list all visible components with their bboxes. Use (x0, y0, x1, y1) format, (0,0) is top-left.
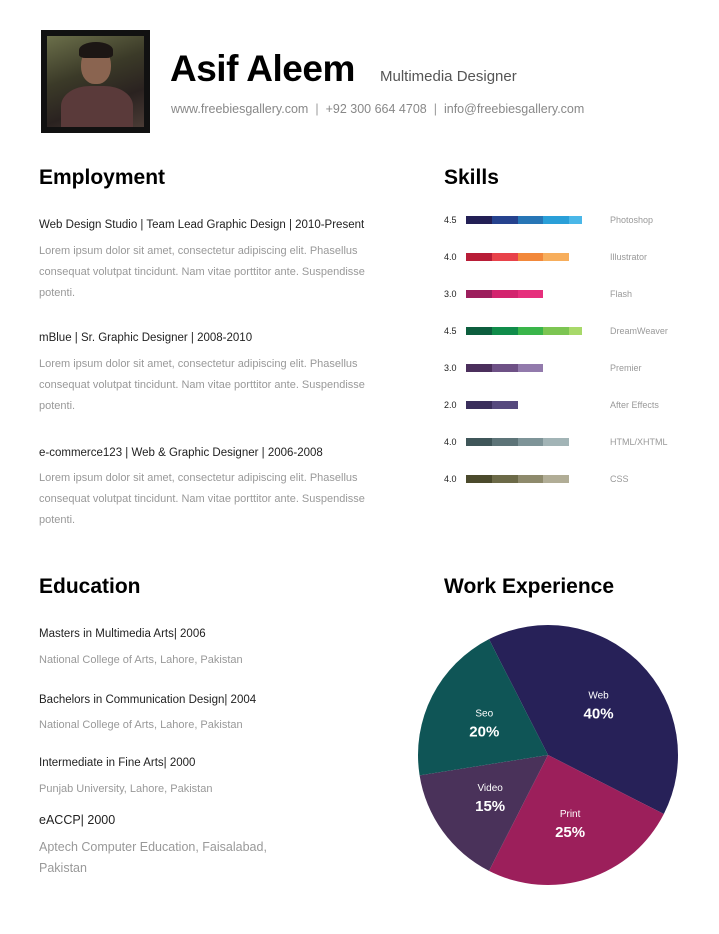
job-description: Lorem ipsum dolor sit amet, consectetur adipiscing elit. Phasellus consequat volutpat tincidunt. Nam vitae porttitor ante. Suspendisse potenti. (39, 472, 365, 526)
skill-bar-segment (466, 327, 492, 335)
skill-bar-segment (492, 438, 518, 446)
skill-bar-segment (466, 475, 492, 483)
skill-score: 4.5 (444, 326, 457, 336)
skill-name: After Effects (610, 400, 659, 410)
work-experience-pie-chart (413, 620, 683, 890)
skill-bar-segment (492, 364, 518, 372)
skill-bar-segment (492, 253, 518, 261)
skill-row (444, 475, 704, 485)
skill-bar-segment (492, 290, 518, 298)
skill-level-bar (466, 216, 582, 224)
avatar (47, 36, 144, 127)
pie-slice-label: Web (588, 690, 609, 702)
photo-hair (79, 42, 113, 58)
job-title: mBlue | Sr. Graphic Designer | 2008-2010 (39, 332, 253, 344)
education-heading: Education (39, 575, 141, 598)
contact-line (171, 102, 584, 116)
skill-bar-segment (543, 253, 569, 261)
pie-slice-percent: 15% (475, 798, 506, 816)
education-institution: National College of Arts, Lahore, Pakistan (39, 654, 243, 666)
skill-bar-segment (492, 475, 518, 483)
skill-name: Premier (610, 363, 642, 373)
education-institution: Punjab University, Lahore, Pakistan (39, 783, 213, 795)
job-description: Lorem ipsum dolor sit amet, consectetur adipiscing elit. Phasellus consequat volutpat tincidunt. Nam vitae porttitor ante. Suspendisse potenti. (39, 358, 365, 412)
skill-row (444, 401, 704, 411)
skill-level-bar (466, 327, 582, 335)
skill-score: 3.0 (444, 363, 457, 373)
pie-slice-percent: 20% (469, 723, 500, 741)
skill-bar-segment (518, 253, 544, 261)
skill-level-bar (466, 364, 543, 372)
skill-score: 4.0 (444, 437, 457, 447)
job-description: Lorem ipsum dolor sit amet, consectetur adipiscing elit. Phasellus consequat volutpat tincidunt. Nam vitae porttitor ante. Suspendisse potenti. (39, 245, 365, 299)
email-link[interactable]: info@freebiesgallery.com (443, 102, 585, 116)
profile-photo (41, 30, 150, 133)
skill-bar-segment (543, 216, 569, 224)
employment-heading: Employment (39, 166, 166, 189)
education-title: Bachelors in Communication Design| 2004 (39, 694, 257, 706)
contact-separator: | (315, 102, 319, 116)
skill-bar-segment (492, 401, 518, 409)
skill-level-bar (466, 401, 518, 409)
skill-score: 4.5 (444, 215, 457, 225)
skill-bar-segment (518, 475, 544, 483)
skill-bar-segment (466, 253, 492, 261)
skill-bar-segment (466, 216, 492, 224)
person-name: Asif Aleem (170, 48, 355, 89)
skill-bar-segment (569, 216, 582, 224)
skill-row (444, 253, 704, 263)
skill-name: CSS (610, 474, 629, 484)
skill-bar-segment (518, 327, 544, 335)
website-link[interactable]: www.freebiesgallery.com (171, 102, 309, 116)
skills-heading: Skills (444, 166, 499, 189)
job-role: Multimedia Designer (380, 68, 517, 85)
skill-level-bar (466, 438, 569, 446)
phone-number: +92 300 664 4708 (325, 102, 427, 116)
skill-bar-segment (466, 290, 492, 298)
skill-bar-segment (543, 475, 569, 483)
skill-bar-segment (492, 216, 518, 224)
job-title: e-commerce123 | Web & Graphic Designer | 2006-2008 (39, 447, 323, 459)
pie-slice-percent: 40% (583, 705, 614, 723)
skill-score: 2.0 (444, 400, 457, 410)
pie-slice-percent: 25% (555, 824, 586, 842)
contact-separator: | (433, 102, 437, 116)
education-institution: Aptech Computer Education, Faisalabad, Pakistan (39, 840, 267, 875)
skill-level-bar (466, 290, 543, 298)
skill-score: 4.0 (444, 252, 457, 262)
pie-slice-label: Print (559, 809, 581, 821)
skill-row (444, 364, 704, 374)
skill-level-bar (466, 253, 569, 261)
skill-bar-segment (492, 327, 518, 335)
skill-bar-segment (466, 438, 492, 446)
education-institution: National College of Arts, Lahore, Pakistan (39, 719, 243, 731)
skill-name: Illustrator (610, 252, 648, 262)
work-experience-heading: Work Experience (444, 575, 615, 598)
skill-row (444, 438, 704, 448)
skill-row (444, 327, 704, 337)
skill-bar-segment (518, 438, 544, 446)
skill-name: DreamWeaver (610, 326, 668, 336)
skill-bar-segment (466, 401, 492, 409)
skill-bar-segment (466, 364, 492, 372)
skill-name: Flash (610, 289, 633, 299)
skill-bar-segment (518, 364, 544, 372)
education-title: eACCP| 2000 (39, 813, 116, 827)
pie-slice-label: Video (477, 783, 503, 795)
skill-bar-segment (543, 327, 569, 335)
skill-score: 3.0 (444, 289, 457, 299)
photo-shoulders (61, 86, 133, 127)
skill-bar-segment (518, 290, 544, 298)
skill-bar-segment (543, 438, 569, 446)
education-title: Intermediate in Fine Arts| 2000 (39, 757, 196, 769)
skill-name: Photoshop (610, 215, 654, 225)
pie-slice-label: Seo (475, 708, 494, 720)
job-title: Web Design Studio | Team Lead Graphic Design | 2010-Present (39, 219, 365, 231)
education-title: Masters in Multimedia Arts| 2006 (39, 628, 206, 640)
skill-row (444, 216, 704, 226)
skill-bar-segment (518, 216, 544, 224)
skill-name: HTML/XHTML (610, 437, 668, 447)
skill-level-bar (466, 475, 569, 483)
skill-row (444, 290, 704, 300)
skill-score: 4.0 (444, 474, 457, 484)
skill-bar-segment (569, 327, 582, 335)
